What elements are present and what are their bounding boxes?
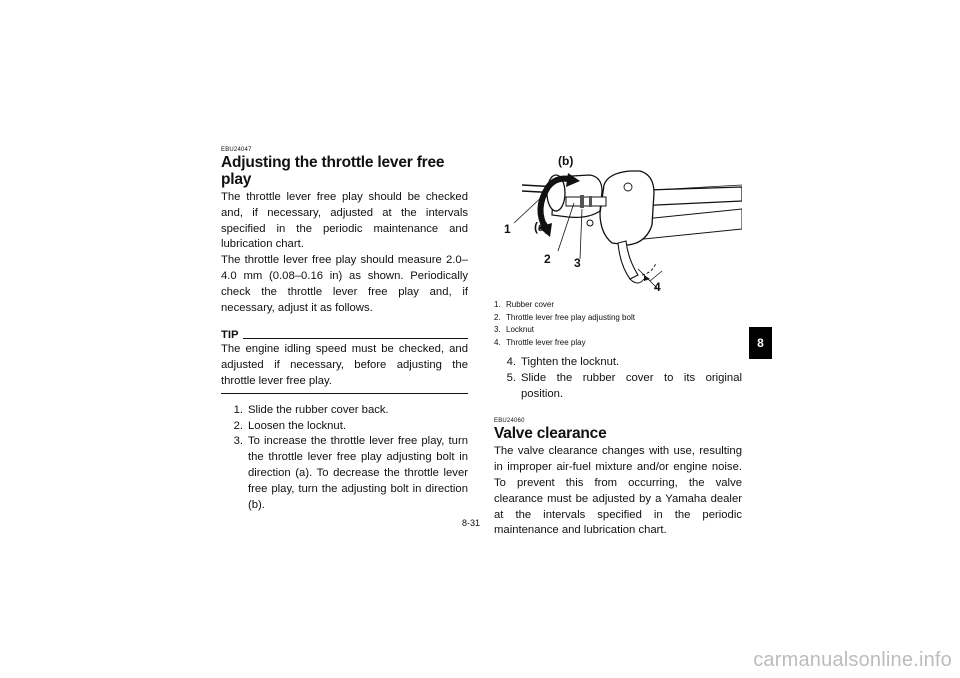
- step-number: 1.: [233, 403, 243, 416]
- list-item: [494, 299, 742, 312]
- list-item: [494, 355, 742, 371]
- section-title: Adjusting the throttle lever free play: [221, 154, 445, 188]
- switch-housing: [600, 171, 654, 245]
- step-text: To increase the throttle lever free play, turn the throttle lever free play adjusting bolt in direction (a). To decrease the throttle lever free play, turn the adjusting bolt in direction (b).: [248, 435, 468, 511]
- caption-text: Throttle lever free play: [506, 337, 586, 347]
- figure-captions: [494, 299, 742, 349]
- chapter-tab: 8: [749, 327, 772, 359]
- throttle-diagram: [494, 147, 742, 297]
- caption-text: Locknut: [506, 325, 535, 334]
- lever-tip: [630, 279, 644, 283]
- callout-b: (b): [558, 154, 574, 168]
- left-column: [221, 147, 468, 513]
- adjuster-ring: [589, 196, 592, 207]
- caption-number: 1.: [494, 300, 501, 309]
- section-code: EBU24047: [221, 147, 252, 153]
- right-column: [494, 147, 742, 539]
- list-item: [221, 434, 468, 513]
- list-item: [221, 419, 468, 435]
- callout-a: (a): [534, 220, 549, 234]
- section-code: EBU24060: [494, 418, 525, 425]
- callout-4: 4: [654, 280, 661, 294]
- cable-adjuster: [566, 197, 606, 206]
- lever-ghost: [642, 263, 656, 275]
- step-text: Tighten the locknut.: [521, 356, 620, 368]
- valve-paragraph: The valve clearance changes with use, resulting in improper air-fuel mixture and/or engine noise. To prevent this from occurring, the valve clearance must be adjusted by a Yamaha dealer at the intervals specified in the periodic maintenance and lubrication chart.: [494, 445, 742, 537]
- step-text: Slide the rubber cover to its original position.: [521, 371, 742, 400]
- bolt-head: [587, 220, 593, 226]
- procedure-steps: [221, 403, 468, 514]
- tip-rule: [243, 338, 468, 339]
- caption-text: Rubber cover: [506, 300, 555, 309]
- procedure-steps-continued: [494, 355, 742, 402]
- caption-number: 2.: [494, 312, 501, 322]
- watermark: carmanualsonline.info: [753, 649, 952, 671]
- intro-paragraph: The throttle lever free play should be checked and, if necessary, adjusted at the intervals specified in the periodic maintenance and lubrication chart.: [221, 191, 468, 251]
- section-title: Valve clearance: [494, 425, 607, 443]
- list-item: [494, 324, 742, 337]
- step-number: 3.: [233, 435, 243, 448]
- caption-number: 3.: [494, 325, 501, 334]
- step-number: 5.: [506, 371, 516, 384]
- list-item: [221, 403, 468, 419]
- callout-2: 2: [544, 252, 551, 266]
- step-number: 2.: [233, 419, 243, 432]
- page-number: 8-31: [462, 518, 481, 528]
- callout-1: 1: [504, 222, 511, 236]
- tip-text: The engine idling speed must be checked, and adjusted if necessary, before adjusting the throttle lever free play.: [221, 343, 468, 387]
- caption-number: 4.: [494, 337, 501, 347]
- grip-shape: [644, 209, 742, 239]
- list-item: [494, 371, 742, 403]
- callout-3: 3: [574, 256, 581, 270]
- step-text: Loosen the locknut.: [248, 419, 346, 432]
- throttle-lever-illustration: [494, 147, 742, 297]
- step-text: Slide the rubber cover back.: [248, 403, 389, 416]
- list-item: [494, 337, 742, 350]
- tip-label: TIP: [221, 329, 239, 342]
- locknut-shape: [580, 195, 584, 208]
- caption-text: Throttle lever free play adjusting bolt: [506, 312, 635, 322]
- tip-box: [221, 328, 468, 393]
- tip-header: [221, 328, 468, 342]
- list-item: [494, 312, 742, 325]
- step-number: 4.: [506, 356, 516, 368]
- spec-paragraph: The throttle lever free play should measure 2.0–4.0 mm (0.08–0.16 in) as shown. Periodically check the throttle lever free play and, if necessary, adjust it as follows.: [221, 254, 468, 314]
- throttle-lever: [618, 241, 638, 279]
